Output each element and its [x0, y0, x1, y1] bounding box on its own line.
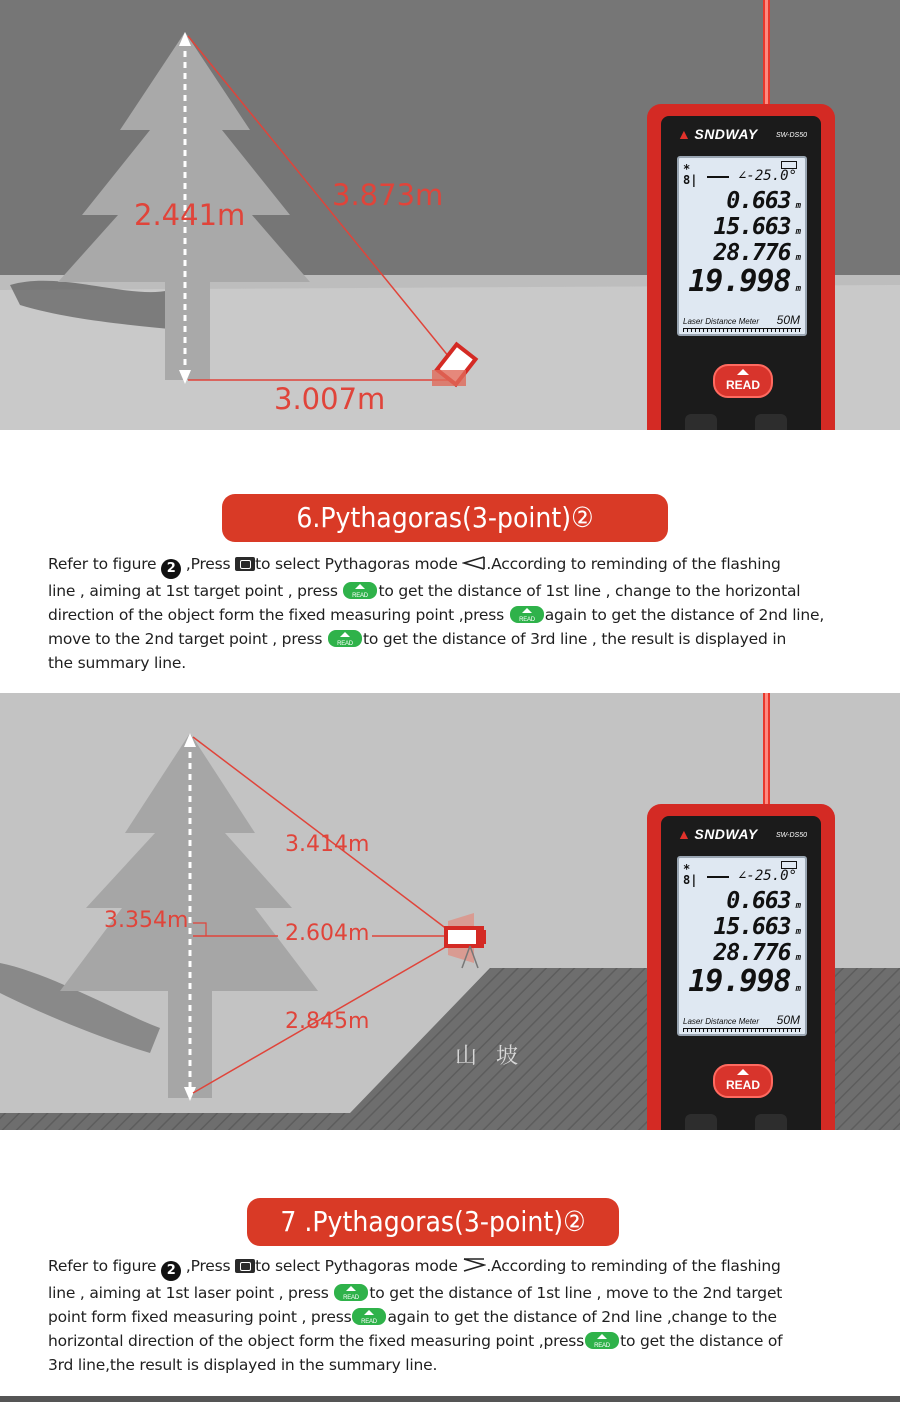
read-button-icon: [334, 1284, 368, 1301]
read-button-icon: [510, 606, 544, 623]
lcd-caption: Laser Distance Meter: [683, 317, 760, 326]
read-button-icon: [343, 582, 377, 599]
lcd-range: 50M: [776, 1013, 800, 1027]
label-hypotenuse: 3.873m: [332, 178, 444, 212]
angle-readout: ∠-25.0°: [737, 868, 797, 884]
brand-logo: ▲ SNDWAY: [677, 126, 758, 142]
section-6-title: 6.Pythagoras(3-point)②: [222, 494, 668, 542]
model-label: SW-DS50: [776, 832, 807, 839]
svg-text:READ: READ: [337, 641, 353, 647]
svg-text:READ: READ: [343, 1295, 360, 1301]
section-6-description: Refer to figure 2 ,Press to select Pythagoras mode .According to reminding of the flashing line , aiming at 1st target point , press READ to get the distance of 1st line , change to the horizontal direction of the object form the fixed measuring point ,press READ again to get the distance of 2nd line, move to the 2nd target point , press READ to get the distance of 3rd line , the result is displayed in the summary line.: [48, 555, 825, 672]
lcd-display: [677, 156, 807, 336]
read-button[interactable]: READ: [713, 1064, 773, 1098]
reading-3: 28.776 m: [713, 240, 801, 266]
label-upper: 3.414m: [285, 832, 370, 857]
lcd-caption: Laser Distance Meter: [683, 1017, 760, 1026]
label-middle: 2.604m: [285, 921, 370, 946]
area-key[interactable]: [685, 414, 717, 430]
reading-summary: 19.998 m: [688, 264, 801, 299]
laser-meter-device: [647, 104, 835, 430]
lcd-display: [677, 856, 807, 1036]
figure-2-badge: 2: [161, 1261, 181, 1281]
model-label: SW-DS50: [776, 132, 807, 139]
function-key-icon: [235, 1259, 255, 1273]
read-button-icon: [585, 1332, 619, 1349]
figure-pythagoras-7: [0, 693, 900, 1130]
label-slope: 山 坡: [455, 1044, 524, 1069]
lcd-range: 50M: [776, 313, 800, 327]
volume-key[interactable]: [755, 414, 787, 430]
volume-key[interactable]: [755, 1114, 787, 1130]
pythagoras-mode-icon: [462, 1257, 486, 1273]
section-7-description: Refer to figure 2 ,Press to select Pythagoras mode .According to reminding of the flashing line , aiming at 1st laser point , press READ to get the distance of 1st line , move to the 2nd target point form fixed measuring point , press READ again to get the distance of 2nd line ,change to the horizontal direction of the object form the fixed measuring point ,press READ to get the distance of 3rd line,the result is displayed in the summary line.: [48, 1257, 783, 1374]
reading-3: 28.776 m: [713, 940, 801, 966]
mode-icon: * 8|: [683, 862, 698, 887]
mode-icon: * 8|: [683, 162, 698, 187]
reading-summary: 19.998 m: [688, 964, 801, 999]
label-height: 2.441m: [134, 198, 246, 232]
svg-text:READ: READ: [518, 617, 535, 623]
reading-2: 15.663 m: [713, 914, 801, 940]
read-button-icon: [352, 1308, 386, 1325]
svg-text:READ: READ: [352, 593, 369, 599]
brand-logo: ▲ SNDWAY: [677, 826, 758, 842]
reading-2: 15.663 m: [713, 214, 801, 240]
bottom-divider: [0, 1396, 900, 1402]
reading-1: 0.663 m: [726, 188, 801, 214]
section-7-title: 7 .Pythagoras(3-point)②: [247, 1198, 619, 1246]
svg-text:READ: READ: [361, 1319, 378, 1325]
figure-pythagoras-6: [0, 0, 900, 430]
laser-meter-device: [647, 804, 835, 1130]
pythagoras-mode-icon: [462, 555, 486, 571]
label-height: 3.354m: [104, 908, 189, 933]
area-key[interactable]: [685, 1114, 717, 1130]
label-lower: 2.845m: [285, 1009, 370, 1034]
reading-1: 0.663 m: [726, 888, 801, 914]
angle-readout: ∠-25.0°: [737, 168, 797, 184]
function-key-icon: [235, 557, 255, 571]
label-base: 3.007m: [274, 382, 386, 416]
figure-2-badge: 2: [161, 559, 181, 579]
read-button[interactable]: READ: [713, 364, 773, 398]
svg-text:READ: READ: [594, 1343, 610, 1349]
read-button-icon: [328, 630, 362, 647]
